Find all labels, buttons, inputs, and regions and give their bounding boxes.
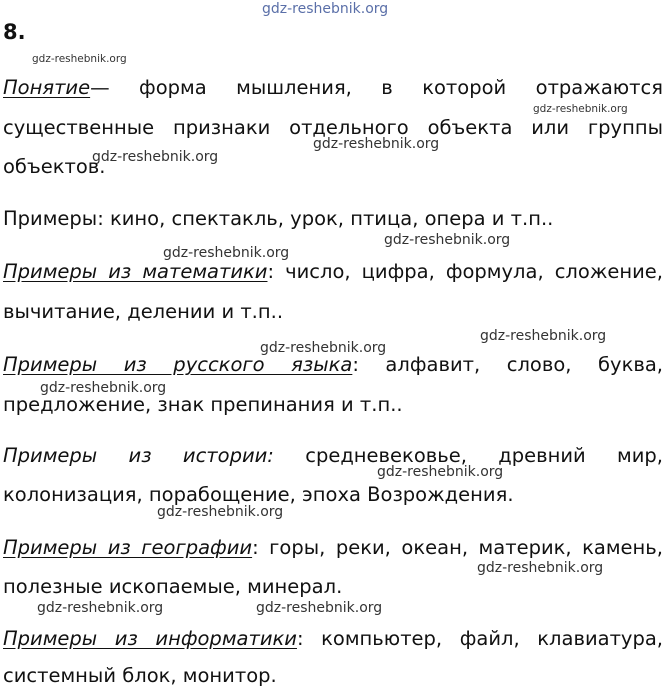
watermark: gdz-reshebnik.org [313, 136, 440, 152]
examples-russian-label: Примеры из русского языка [3, 353, 353, 376]
examples-general: Примеры: кино, спектакль, урок, птица, опера и т.п.. [3, 207, 554, 230]
definition-line-3: объектов. [3, 155, 106, 178]
examples-geography-label: Примеры из географии [3, 536, 253, 559]
examples-informatics-text-1: : компьютер, файл, клавиатура, [296, 627, 663, 650]
definition-line-1 [3, 76, 663, 100]
examples-math-line-2: вычитание, делении и т.п.. [3, 300, 284, 323]
watermark: gdz-reshebnik.org [32, 53, 127, 65]
task-number: 8. [3, 20, 26, 44]
watermark: gdz-reshebnik.org [163, 245, 290, 261]
examples-informatics-label: Примеры из информатики [3, 627, 297, 650]
examples-geography-line-1 [3, 536, 663, 560]
watermark: gdz-reshebnik.org [384, 232, 511, 248]
definition-term: Понятие [3, 76, 91, 99]
examples-geography-text-1: : горы, реки, океан, материк, камень, [252, 536, 663, 559]
definition-line-2: существенные признаки отдельного объекта или группы [3, 116, 663, 139]
examples-russian-text-1: : алфавит, слово, буква, [352, 353, 663, 376]
examples-geography-line-2: полезные ископаемые, минерал. [3, 575, 343, 598]
examples-history-line-2: колонизация, порабощение, эпоха Возрождения. [3, 483, 514, 506]
examples-math-text-1: : число, цифра, формула, сложение, [267, 260, 664, 283]
watermark: gdz-reshebnik.org [477, 560, 604, 576]
examples-math-label: Примеры из математики [3, 260, 268, 283]
watermark: gdz-reshebnik.org [256, 600, 383, 616]
watermark-top: gdz-reshebnik.org [262, 1, 389, 17]
examples-history-text-1: средневековье, древний мир, [273, 444, 663, 467]
examples-history-label: Примеры из истории: [3, 444, 274, 467]
examples-informatics-line-1 [3, 627, 663, 651]
watermark: gdz-reshebnik.org [40, 380, 167, 396]
examples-informatics-line-2: системный блок, монитор. [3, 664, 277, 687]
watermark: gdz-reshebnik.org [157, 504, 284, 520]
definition-text-1: — форма мышления, в которой отражаются [90, 76, 663, 99]
watermark: gdz-reshebnik.org [92, 149, 219, 165]
watermark: gdz-reshebnik.org [260, 340, 387, 356]
watermark: gdz-reshebnik.org [480, 328, 607, 344]
examples-history-line-1 [3, 444, 663, 468]
examples-russian-line-2: предложение, знак препинания и т.п.. [3, 393, 403, 416]
watermark: gdz-reshebnik.org [533, 103, 628, 115]
watermark: gdz-reshebnik.org [37, 600, 164, 616]
watermark: gdz-reshebnik.org [377, 464, 504, 480]
examples-math-line-1 [3, 260, 663, 284]
examples-russian-line-1 [3, 353, 663, 377]
